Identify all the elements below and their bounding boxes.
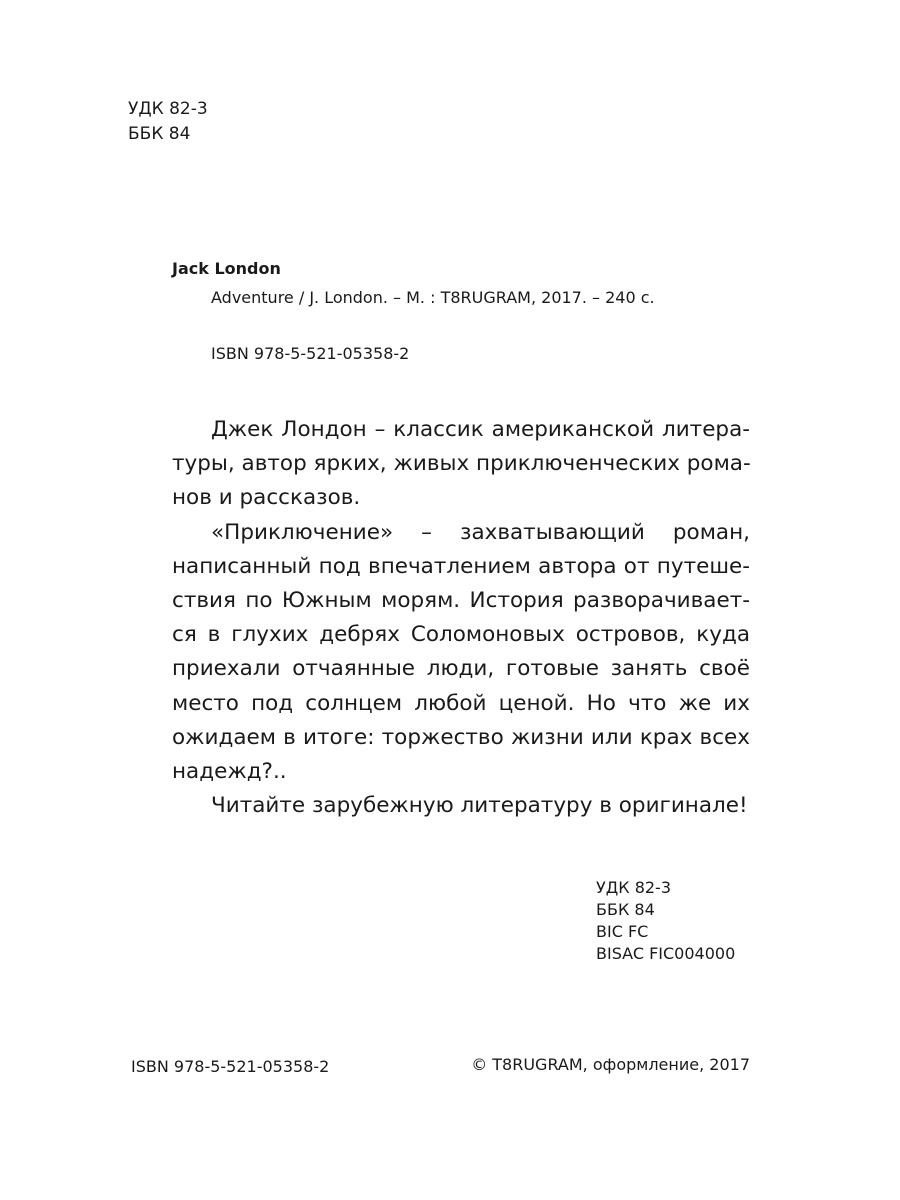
bic-code: BIC FC	[596, 922, 649, 941]
annotation-line: приехали отчаянные люди, готовые занять своё	[172, 656, 750, 682]
annotation-paragraph	[172, 789, 750, 823]
copyright-notice: © T8RUGRAM, оформление, 2017	[471, 1055, 750, 1074]
bisac-code: BISAC FIC004000	[596, 944, 736, 963]
footer-isbn: ISBN 978-5-521-05358-2	[131, 1057, 330, 1076]
classification-codes-bottom	[596, 877, 735, 965]
bbk-code: ББК 84	[128, 124, 191, 144]
annotation-text	[172, 413, 750, 823]
annotation-line: надежд?..	[172, 759, 287, 785]
annotation-paragraph	[172, 413, 750, 516]
annotation-line: Джек Лондон – классик американской литера-	[211, 417, 750, 442]
author-name: Jack London	[172, 259, 281, 278]
bibliographic-record: Adventure / J. London. – M. : T8RUGRAM, 2017. – 240 c.	[211, 288, 655, 307]
annotation-line: место под солнцем любой ценой. Но что же их	[172, 690, 750, 716]
annotation-line: «Приключение» – захватывающий роман,	[211, 519, 750, 545]
annotation-line: Читайте зарубежную литературу в оригинале!	[211, 793, 748, 819]
classification-codes-top	[128, 97, 208, 147]
isbn: ISBN 978-5-521-05358-2	[211, 344, 410, 363]
annotation-line: ствия по Южным морям. История разворачивает-	[172, 588, 750, 614]
annotation-line: ожидаем в итоге: торжество жизни или крах всех	[172, 724, 750, 750]
udk-code: УДК 82-3	[128, 99, 208, 119]
annotation-line: туры, автор ярких, живых приключенческих рома-	[172, 451, 751, 477]
annotation-line: нов и рассказов.	[172, 485, 361, 511]
annotation-paragraph	[172, 516, 750, 790]
bbk-code: ББК 84	[596, 900, 655, 919]
udk-code: УДК 82-3	[596, 878, 672, 897]
annotation-line: написанный под впечатлением автора от путеше-	[172, 553, 750, 579]
annotation-line: ся в глухих дебрях Соломоновых островов, куда	[172, 622, 750, 648]
